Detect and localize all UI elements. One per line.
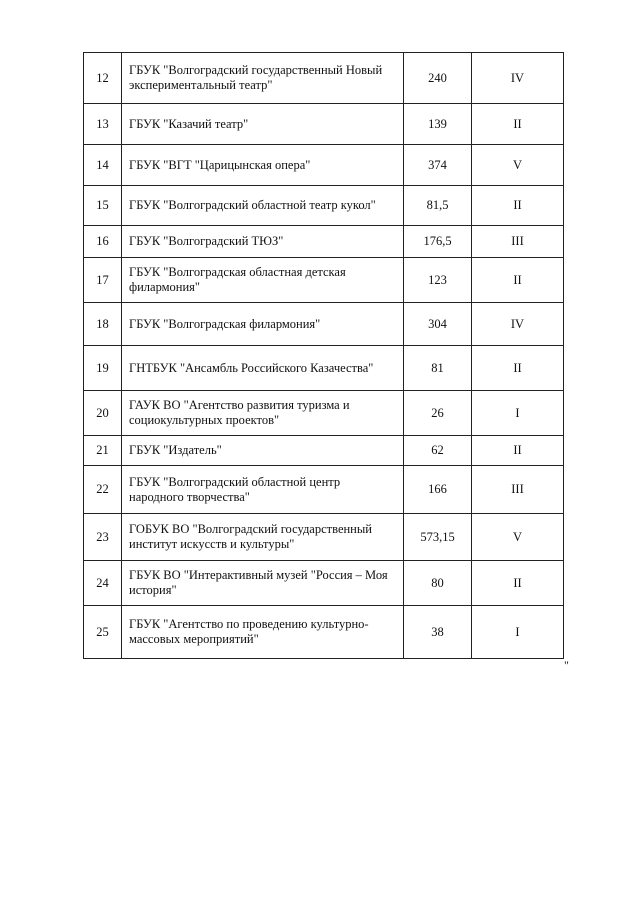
table-row [84,561,564,606]
table-row [84,303,564,346]
row-number: 18 [84,303,122,346]
row-value: 374 [404,145,472,186]
institution-name: ГБУК "Агентство по проведению культурно-массовых мероприятий" [122,606,404,659]
row-value: 80 [404,561,472,606]
row-number: 14 [84,145,122,186]
table-row [84,391,564,436]
table-row [84,606,564,659]
row-category: IV [472,53,564,104]
row-value: 573,15 [404,514,472,561]
institution-name: ГБУК "Волгоградский государственный Новый экспериментальный театр" [122,53,404,104]
institution-name: ГБУК "ВГТ "Царицынская опера" [122,145,404,186]
institution-name: ГБУК "Волгоградский областной центр народного творчества" [122,466,404,514]
row-category: I [472,606,564,659]
row-number: 17 [84,258,122,303]
table-row [84,258,564,303]
row-value: 81,5 [404,186,472,226]
institution-name: ГБУК "Волгоградская филармония" [122,303,404,346]
row-number: 13 [84,104,122,145]
institution-name: ГАУК ВО "Агентство развития туризма и социокультурных проектов" [122,391,404,436]
closing-quote-mark: " [564,658,569,672]
institution-name: ГБУК "Казачий театр" [122,104,404,145]
table-row [84,186,564,226]
row-category: III [472,226,564,258]
row-category: V [472,145,564,186]
row-value: 38 [404,606,472,659]
row-number: 12 [84,53,122,104]
row-category: II [472,346,564,391]
institution-name: ГБУК "Издатель" [122,436,404,466]
row-category: I [472,391,564,436]
row-value: 26 [404,391,472,436]
row-category: II [472,561,564,606]
row-category: II [472,436,564,466]
institution-name: ГБУК ВО "Интерактивный музей "Россия – Моя история" [122,561,404,606]
institution-name: ГБУК "Волгоградская областная детская филармония" [122,258,404,303]
row-number: 19 [84,346,122,391]
institution-name: ГБУК "Волгоградский областной театр кукол" [122,186,404,226]
table-row [84,436,564,466]
row-number: 21 [84,436,122,466]
row-value: 62 [404,436,472,466]
row-number: 24 [84,561,122,606]
row-value: 176,5 [404,226,472,258]
row-category: II [472,258,564,303]
row-category: IV [472,303,564,346]
table-row [84,514,564,561]
institution-name: ГОБУК ВО "Волгоградский государственный институт искусств и культуры" [122,514,404,561]
row-number: 15 [84,186,122,226]
row-number: 23 [84,514,122,561]
table-row [84,53,564,104]
row-value: 304 [404,303,472,346]
row-category: II [472,104,564,145]
institution-name: ГБУК "Волгоградский ТЮЗ" [122,226,404,258]
row-value: 166 [404,466,472,514]
row-value: 139 [404,104,472,145]
row-value: 81 [404,346,472,391]
table-row [84,346,564,391]
table-row [84,226,564,258]
row-number: 20 [84,391,122,436]
table-row [84,466,564,514]
table-row [84,145,564,186]
table-row [84,104,564,145]
institutions-table [83,52,564,659]
row-number: 25 [84,606,122,659]
row-category: III [472,466,564,514]
row-category: V [472,514,564,561]
institution-name: ГНТБУК "Ансамбль Российского Казачества" [122,346,404,391]
row-value: 240 [404,53,472,104]
row-number: 16 [84,226,122,258]
row-value: 123 [404,258,472,303]
row-number: 22 [84,466,122,514]
row-category: II [472,186,564,226]
